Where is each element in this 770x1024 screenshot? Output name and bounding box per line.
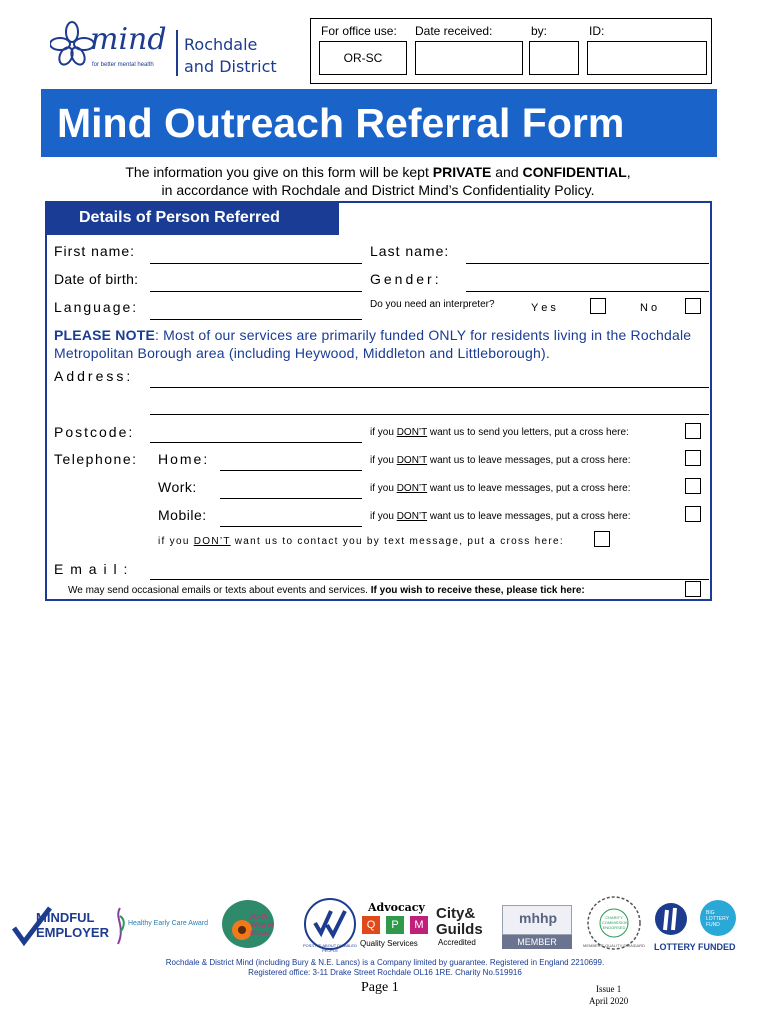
north-west-text: North West in Bloom: [250, 914, 274, 937]
logo-divider: [176, 30, 178, 76]
qpm-q-tile: [362, 916, 380, 934]
mhhp-text: mhhp: [519, 910, 558, 926]
email-consent-checkbox[interactable]: [685, 581, 701, 597]
home-label: Home:: [158, 451, 210, 467]
city-text: City&: [436, 905, 476, 922]
section-heading: Details of Person Referred: [45, 201, 339, 235]
work-label: Work:: [158, 479, 197, 495]
address-field-line1[interactable]: [150, 387, 709, 388]
member-tile: [502, 935, 572, 949]
work-phone-field[interactable]: [220, 498, 362, 499]
note-text: : Most of our services are primarily funded ONLY for residents living in the Rochdale Metropolitan Borough area (including Heywood, Middleton and Littleborough).: [54, 327, 692, 361]
mobile-if-you: if you: [370, 511, 397, 522]
issue-number: Issue 1: [596, 984, 622, 994]
north-west-bloom-logo: [220, 898, 282, 950]
city-guilds-logo: [436, 905, 496, 949]
gender-label: Gender:: [370, 271, 442, 287]
mobile-dont: DON’T: [396, 511, 428, 522]
postcode-field[interactable]: [150, 442, 362, 443]
last-name-field[interactable]: [466, 263, 709, 264]
letters-if-you: if you: [370, 427, 397, 438]
no-label: N o: [640, 302, 658, 314]
first-name-field[interactable]: [150, 263, 362, 264]
footer-line1: Rochdale & District Mind (including Bury & N.E. Lancs) is a Company limited by guarantee. Registered in England 2210699.: [165, 958, 605, 967]
interpreter-no-checkbox[interactable]: [685, 298, 701, 314]
please-note: [54, 326, 714, 362]
healthy-text: Healthy Early Care Award: [128, 920, 209, 927]
date-received-field[interactable]: [415, 41, 523, 75]
home-tail: want us to leave messages, put a cross here:: [427, 455, 631, 466]
office-code: OR-SC: [343, 51, 383, 65]
mind-logo: [50, 18, 300, 80]
work-optout-text: [370, 483, 631, 494]
big-lottery-text: BIG LOTTERY FUND: [706, 910, 729, 928]
letters-dont: DON’T: [396, 427, 428, 438]
interpreter-yes-checkbox[interactable]: [590, 298, 606, 314]
interpreter-question: Do you need an interpreter?: [370, 299, 495, 310]
quality-services-text: Quality Services: [360, 939, 418, 948]
email-note-bold: If you wish to receive these, please tick here:: [370, 585, 585, 596]
email-consent-text: [68, 585, 585, 596]
logo-word: mind: [90, 22, 167, 57]
text-dont: DON’T: [193, 536, 231, 547]
positive-disabled-logo: [297, 897, 363, 951]
telephone-label: Telephone:: [54, 451, 138, 467]
address-field-line2[interactable]: [150, 414, 709, 415]
lottery-funded-text: LOTTERY FUNDED: [654, 942, 736, 952]
members-quality-text: MEMBERS' QUALITY STANDARD: [583, 943, 645, 948]
dob-label: Date of birth:: [54, 271, 139, 287]
intro-line1: [40, 163, 716, 181]
home-dont: DON’T: [396, 455, 428, 466]
by-label: by:: [531, 24, 548, 38]
issue-date: April 2020: [589, 996, 629, 1006]
mind-flower-icon: [50, 20, 94, 68]
logo-org-line1: Rochdale: [184, 35, 258, 54]
guilds-text: Guilds: [436, 921, 483, 938]
intro-and: and: [491, 164, 523, 180]
email-field[interactable]: [150, 579, 709, 580]
work-if-you: if you: [370, 483, 397, 494]
healthy-early-care-logo: [112, 906, 212, 946]
letters-optout-text: [370, 427, 629, 438]
logo-tagline: for better mental health: [92, 62, 154, 68]
qpm-m: M: [414, 919, 424, 931]
office-use-label: For office use:: [321, 24, 397, 38]
first-name-label: First name:: [54, 243, 136, 259]
intro-line2: in accordance with Rochdale and District Mind’s Confidentiality Policy.: [161, 182, 595, 198]
advocacy-text: Advocacy: [368, 901, 425, 914]
text-optout-checkbox[interactable]: [594, 531, 610, 547]
email-label: E m a i l :: [54, 561, 129, 577]
big-lottery-circle: [700, 900, 736, 936]
text-if-you: if you: [158, 536, 194, 547]
language-label: Language:: [54, 299, 139, 315]
mhhp-tile: [502, 905, 572, 935]
intro-confidential: CONFIDENTIAL: [522, 164, 627, 180]
leaf-icon: [112, 906, 128, 946]
date-received-label: Date received:: [415, 24, 493, 38]
work-dont: DON’T: [396, 483, 428, 494]
intro-private: PRIVATE: [432, 164, 492, 180]
advocacy-qpm-logo: [358, 901, 430, 951]
qpm-p-tile: [386, 916, 404, 934]
home-if-you: if you: [370, 455, 397, 466]
intro-comma: ,: [626, 164, 631, 180]
id-field[interactable]: [587, 41, 707, 75]
postcode-label: Postcode:: [54, 424, 135, 440]
logo-org-line2: and District: [184, 57, 277, 76]
home-phone-field[interactable]: [220, 470, 362, 471]
charity-text: CHARITY COMMISSION ENDORSED: [602, 915, 629, 930]
home-optout-text: [370, 455, 631, 466]
qpm-q: Q: [366, 919, 376, 931]
qpm-p: P: [391, 919, 399, 931]
email-note: We may send occasional emails or texts about events and services.: [68, 585, 371, 596]
mobile-optout-text: [370, 511, 631, 522]
accredited-text: Accredited: [438, 938, 476, 947]
employer-text: EMPLOYER: [36, 925, 109, 940]
letters-optout-checkbox[interactable]: [685, 423, 701, 439]
by-field[interactable]: [529, 41, 579, 75]
qpm-m-tile: [410, 916, 428, 934]
dob-field[interactable]: [150, 291, 362, 292]
yes-label: Y e s: [531, 302, 556, 314]
note-label: PLEASE NOTE: [54, 327, 155, 343]
page-number: Page 1: [361, 980, 399, 995]
home-optout-checkbox[interactable]: [685, 450, 701, 466]
crossed-fingers-icon: [654, 900, 688, 938]
address-label: Address:: [54, 368, 134, 384]
mindful-text: MINDFUL: [36, 910, 95, 925]
work-tail: want us to leave messages, put a cross here:: [427, 483, 631, 494]
mobile-tail: want us to leave messages, put a cross here:: [427, 511, 631, 522]
mobile-label: Mobile:: [158, 507, 207, 523]
intro-text: The information you give on this form will be kept: [125, 164, 433, 180]
office-use-box: [310, 18, 712, 84]
lottery-logo: [650, 898, 742, 956]
footer-line2: Registered office: 3-11 Drake Street Rochdale OL16 1RE. Charity No.519916: [248, 968, 522, 977]
gender-field[interactable]: [466, 291, 709, 292]
language-field[interactable]: [150, 319, 362, 320]
form-title: Mind Outreach Referral Form: [41, 89, 717, 157]
mindful-employer-logo: [12, 906, 108, 946]
text-tail: want us to contact you by text message, put a cross here:: [230, 536, 564, 547]
work-optout-checkbox[interactable]: [685, 478, 701, 494]
mhhp-logo: [502, 905, 572, 949]
office-code-cell: [319, 41, 407, 75]
letters-tail: want us to send you letters, put a cross here:: [427, 427, 629, 438]
mobile-optout-checkbox[interactable]: [685, 506, 701, 522]
members-quality-logo: [582, 895, 646, 951]
id-label: ID:: [589, 24, 605, 38]
mobile-phone-field[interactable]: [220, 526, 362, 527]
member-text: MEMBER: [517, 937, 557, 947]
text-optout-text: [158, 536, 564, 547]
positive-text: POSITIVE ABOUT DISABLED PEOPLE: [303, 943, 357, 953]
last-name-label: Last name:: [370, 243, 450, 259]
